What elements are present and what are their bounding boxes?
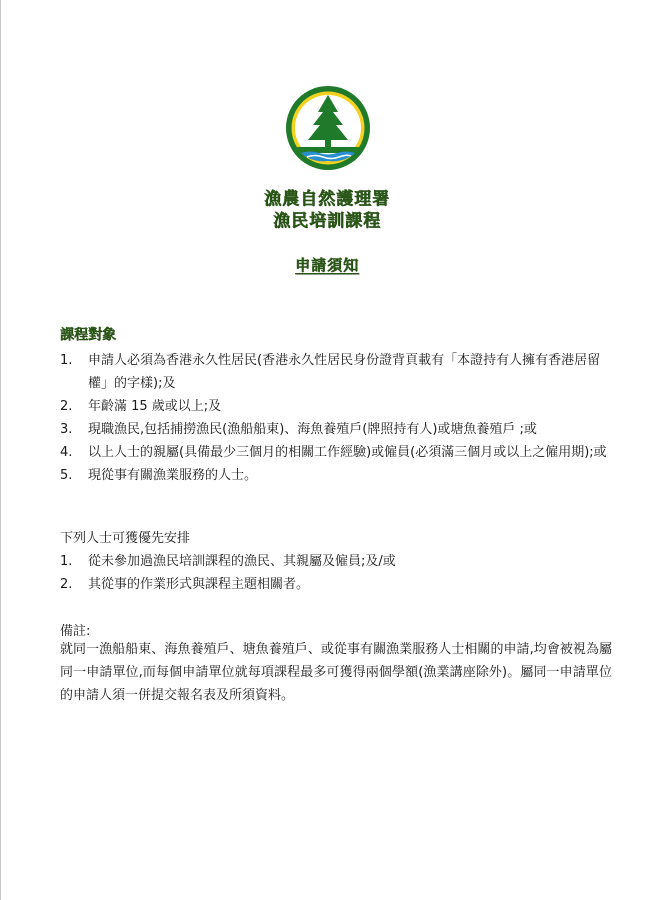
org-name: 漁農自然護理署 [264,189,390,209]
eligibility-heading: 課程對象 [60,327,116,343]
list-item-number: 5. [60,468,73,483]
list-item-number: 1. [60,554,73,569]
page-edge [0,0,1,900]
list-item-text: 從未參加過漁民培訓課程的漁民、其親屬及僱員;及/或 [88,554,396,569]
list-item [60,464,612,487]
list-item-number: 3. [60,422,73,437]
list-item-text: 現從事有關漁業服務的人士。 [88,468,258,483]
list-item [60,550,612,573]
list-item-text: 現職漁民,包括捕撈漁民(漁船船東)、海魚養殖戶(牌照持有人)或塘魚養殖戶 ;或 [88,422,537,437]
list-item [60,395,612,418]
list-item-text: 其從事的作業形式與課程主題相關者。 [88,577,310,592]
afcd-tree-logo-icon [285,85,371,171]
list-item [60,573,612,596]
eligibility-list [60,349,612,487]
priority-list [60,550,612,596]
list-item-text: 申請人必須為香港永久性居民(香港永久性居民身份證背頁載有「本證持有人擁有香港居留權」的字樣);及 [88,353,601,391]
remarks-text: 就同一漁船船東、海魚養殖戶、塘魚養殖戶、或從事有關漁業服務人士相關的申請,均會被視為屬同一申請單位,而每個申請單位就每項課程最多可獲得兩個學額(漁業講座除外)。屬同一申請單位的申請人須一併提交報名表及所須資料。 [60,642,612,703]
list-item [60,441,612,464]
list-item-number: 4. [60,445,73,460]
list-item-number: 2. [60,399,73,414]
notice-title [0,256,654,275]
course-name: 漁民培訓課程 [273,211,381,231]
list-item [60,349,612,395]
remarks-heading: 備註: [60,624,91,639]
list-item-number: 2. [60,577,73,592]
notice-title-text: 申請須知 [294,256,359,274]
list-item [60,418,612,441]
list-item-text: 以上人士的親屬(具備最少三個月的相關工作經驗)或僱員(必須滿三個月或以上之僱用期);或 [88,445,607,460]
list-item-text: 年齡滿 15 歲或以上;及 [88,399,222,414]
list-item-number: 1. [60,353,73,368]
priority-intro: 下列人士可獲優先安排 [60,531,191,546]
